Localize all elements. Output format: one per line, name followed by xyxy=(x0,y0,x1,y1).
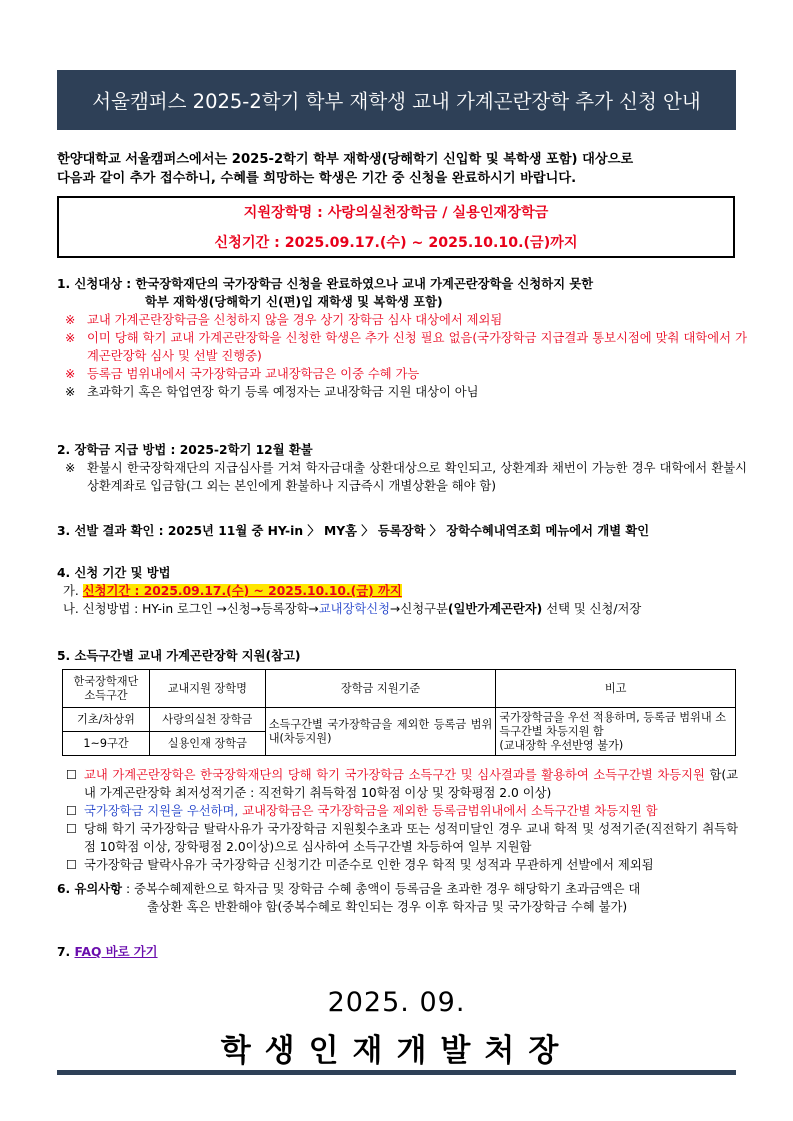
faq-link[interactable]: FAQ 바로 가기 xyxy=(74,945,158,959)
remark-cell: 국가장학금을 우선 적용하며, 등록금 범위내 소득구간별 차등지원 함 (교내장학 우선반영 불가) xyxy=(496,708,736,756)
section-method xyxy=(57,564,747,618)
check-item-4: ☐ 국가장학금 탈락사유가 국가장학금 신청기간 미준수로 인한 경우 학적 및 성적과 무관하게 선발에서 제외됨 xyxy=(66,858,654,872)
table-row xyxy=(63,708,736,732)
check-item-1: ☐ 교내 가계곤란장학은 한국장학재단의 당해 학기 국가장학금 소득구간 및 심사결과를 활용하여 소득구간별 차등지원 함(교내 가계곤란장학 최저성적기준 : 직전학기 취득학점 10학점 이상 및 장학평점 2.0 이상) xyxy=(66,768,739,800)
criteria-cell: 소득구간별 국가장학금을 제외한 등록금 범위내(차등지원) xyxy=(265,708,496,756)
section-results xyxy=(57,522,747,540)
section4-item-a: 가. 신청기간 : 2025.09.17.(수) ~ 2025.10.10.(금) 까지 xyxy=(63,584,402,598)
section5-heading: 5. 소득구간별 교내 가계곤란장학 지원(참고) xyxy=(57,649,301,663)
table-header: 교내지원 장학명 xyxy=(149,670,265,708)
section6-label: 6. 유의사항 xyxy=(57,882,123,896)
section5-checklist xyxy=(62,766,738,874)
section2-note: ※ 환불시 한국장학재단의 지급심사를 거쳐 학자금대출 상환대상으로 확인되고, 상환계좌 채번이 가능한 경우 대학에서 환불시 상환계좌로 입금함(그 외는 본인에게 환불하나 지급즉시 개별상환을 해야 함) xyxy=(65,461,747,493)
period-highlight: 신청기간 : 2025.09.17.(수) ~ 2025.10.10.(금) 까지 xyxy=(82,584,402,598)
check-item-2: ☐ 국가장학금 지원을 우선하며, 교내장학금은 국가장학금을 제외한 등록금범위내에서 소득구간별 차등지원 함 xyxy=(66,804,658,818)
section-faq: 7. FAQ 바로 가기 xyxy=(57,945,158,959)
section-payment xyxy=(57,441,747,495)
scholarship-names: 지원장학명 : 사랑의실천장학금 / 실용인재장학금 xyxy=(243,205,549,221)
section-eligibility xyxy=(57,275,747,401)
page-title: 서울캠퍼스 2025-2학기 학부 재학생 교내 가계곤란장학 추가 신청 안내 xyxy=(92,90,701,113)
issuing-office: 학생인재개발처장 xyxy=(220,1033,573,1069)
intro-line-2: 다음과 같이 추가 접수하니, 수혜를 희망하는 학생은 기간 중 신청을 완료하시기 바랍니다. xyxy=(57,171,577,186)
campus-scholarship-menu: 교내장학신청 xyxy=(318,602,391,616)
table-cell: 사랑의실천 장학금 xyxy=(149,708,265,732)
application-period: 신청기간 : 2025.09.17.(수) ~ 2025.10.10.(금)까지 xyxy=(214,235,578,251)
table-cell: 기초/차상위 xyxy=(63,708,150,732)
section3-label: 3. 선발 결과 확인 : xyxy=(57,524,168,538)
section6-text-cont: 출상환 혹은 반환해야 함(중복수혜로 확인되는 경우 이후 학자금 및 국가장학금 수혜 불가) xyxy=(147,900,628,914)
table-cell: 1~9구간 xyxy=(63,732,150,756)
table-cell: 실용인재 장학금 xyxy=(149,732,265,756)
bottom-divider xyxy=(57,1070,736,1075)
section2-heading: 2. 장학금 지급 방법 : 2025-2학기 12월 환불 xyxy=(57,443,313,457)
table-header-row xyxy=(63,670,736,708)
table-header: 비고 xyxy=(496,670,736,708)
section-caution xyxy=(57,880,747,916)
section1-note-1: ※ 교내 가계곤란장학금을 신청하지 않을 경우 상기 장학금 심사 대상에서 제외됨 xyxy=(65,313,503,327)
section3-text: 2025년 11월 중 HY-in 〉 MY홈 〉 등록장학 〉 장학수혜내역조회 메뉴에서 개별 확인 xyxy=(167,524,650,538)
notice-date: 2025. 09. xyxy=(327,987,466,1018)
check-item-3: ☐ 당해 학기 국가장학금 탈락사유가 국가장학금 지원횟수초과 또는 성적미달인 경우 교내 학적 및 성적기준(직전학기 취득학점 10학점 이상, 장학평점 2.0이상)으로 심사하여 소득구간별 차등하여 일부 지원함 xyxy=(66,822,738,854)
section1-note-2: ※ 이미 당해 학기 교내 가계곤란장학을 신청한 학생은 추가 신청 필요 없음(국가장학금 지급결과 통보시점에 맞춰 대학에서 가계곤란장학 심사 및 선발 진행중) xyxy=(65,331,747,363)
section1-heading: 1. 신청대상 : 한국장학재단의 국가장학금 신청을 완료하였으나 교내 가계곤란장학을 신청하지 못한 xyxy=(57,277,594,291)
scholarship-summary-box xyxy=(57,196,735,258)
section4-heading: 4. 신청 기간 및 방법 xyxy=(57,566,171,580)
table-header: 한국장학재단 소득구간 xyxy=(63,670,150,708)
section1-note-4: ※ 초과학기 혹은 학업연장 학기 등록 예정자는 교내장학금 지원 대상이 아님 xyxy=(65,385,479,399)
section1-note-3: ※ 등록금 범위내에서 국가장학금과 교내장학금은 이중 수혜 가능 xyxy=(65,367,420,381)
notice-title-bar xyxy=(57,70,736,130)
section1-heading-cont: 학부 재학생(당해학기 신(편)입 재학생 및 복학생 포함) xyxy=(145,295,443,309)
section4-item-b: 나. 신청방법 : HY-in 로그인 →신청→등록장학→교내장학신청→신청구분(일반가계곤란자) 선택 및 신청/저장 xyxy=(63,602,642,616)
intro-paragraph xyxy=(57,150,747,188)
income-bracket-table xyxy=(62,669,736,756)
table-header: 장학금 지원기준 xyxy=(265,670,496,708)
section6-text: : 중복수혜제한으로 학자금 및 장학금 수혜 총액이 등록금을 초과한 경우 해당학기 초과금액은 대 xyxy=(122,882,641,896)
intro-line-1: 한양대학교 서울캠퍼스에서는 2025-2학기 학부 재학생(당해학기 신입학 및 복학생 포함) 대상으로 xyxy=(57,152,634,167)
